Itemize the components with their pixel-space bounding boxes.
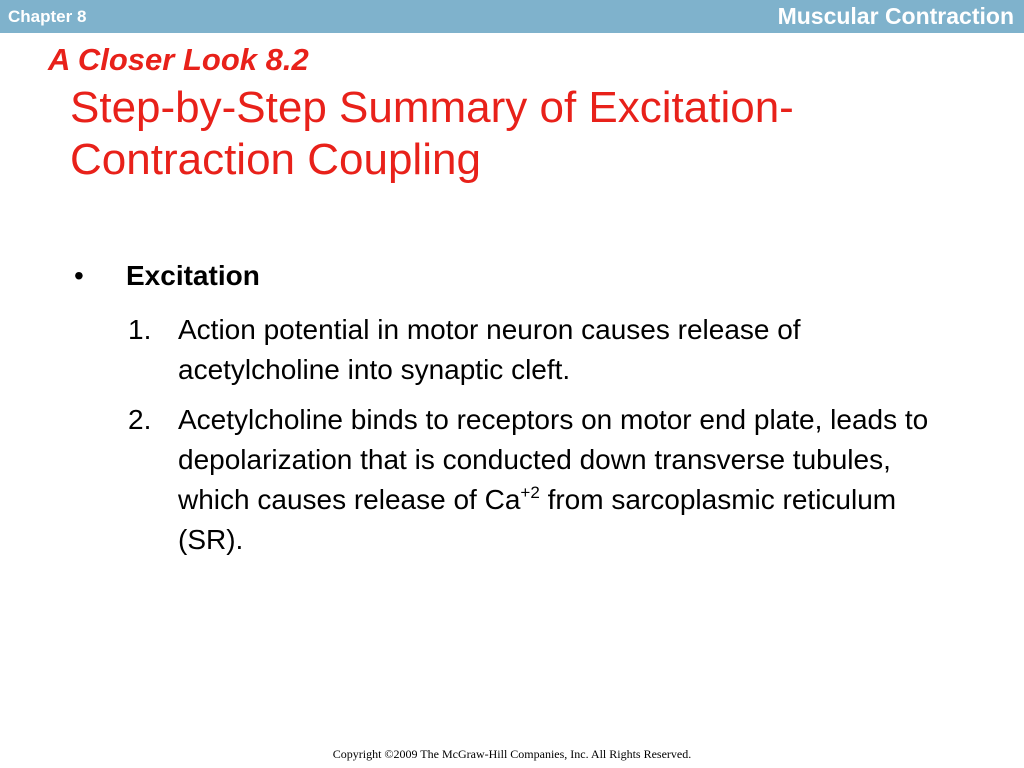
step-item-1 (128, 310, 958, 390)
step-item-2 (128, 400, 958, 560)
slide-kicker: A Closer Look 8.2 (48, 42, 309, 77)
step-number: 1. (128, 314, 152, 345)
chapter-label: Chapter 8 (8, 7, 87, 26)
step-list (128, 310, 958, 570)
step-superscript: +2 (520, 483, 540, 502)
step-text (178, 400, 958, 560)
bullet-icon: • (74, 260, 84, 291)
section-label: Muscular Contraction (777, 3, 1014, 29)
copyright-notice: Copyright ©2009 The McGraw-Hill Companies, Inc. All Rights Reserved. (332, 747, 692, 761)
step-text-after: from sarcoplasmic reticulum (SR). (178, 484, 897, 555)
step-text: Action potential in motor neuron causes release of acetylcholine into synaptic cleft. (178, 314, 801, 385)
step-number: 2. (128, 404, 152, 435)
bullet-heading: Excitation (126, 260, 260, 291)
step-text-before: Acetylcholine binds to receptors on motor end plate, leads to depolarization that is conducted down transverse tubules, which causes release of Ca (178, 404, 929, 515)
slide-title: Step-by-Step Summary of Excitation-Contraction Coupling (70, 83, 794, 184)
header-bar (0, 0, 1024, 33)
